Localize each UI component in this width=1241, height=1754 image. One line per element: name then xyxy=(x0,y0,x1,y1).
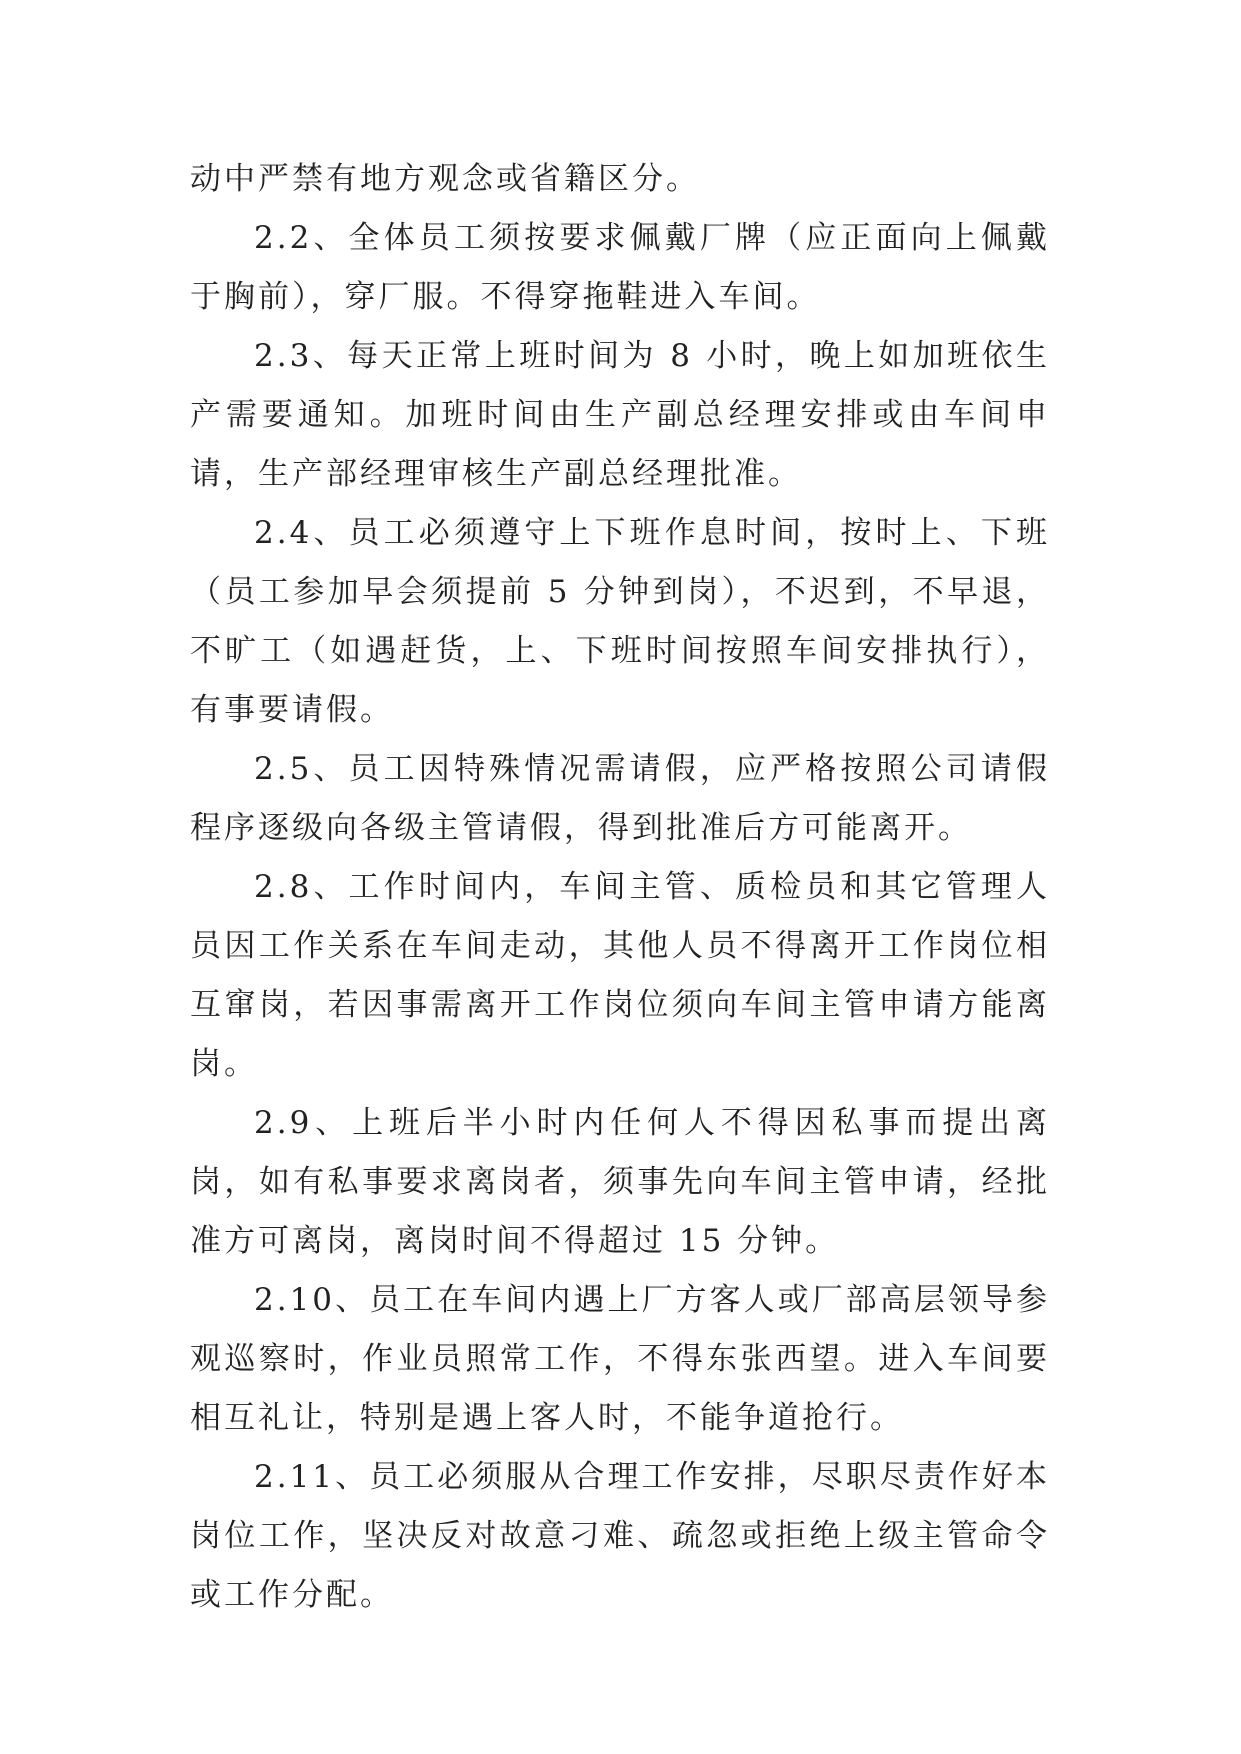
paragraph-2-5: 2.5、员工因特殊情况需请假，应严格按照公司请假程序逐级向各级主管请假，得到批准后方可能离开。 xyxy=(190,751,1050,846)
paragraph-continuation: 动中严禁有地方观念或省籍区分。 xyxy=(190,161,700,197)
paragraph-2-8: 2.8、工作时间内，车间主管、质检员和其它管理人员因工作关系在车间走动，其他人员不得离开工作岗位相互窜岗，若因事需离开工作岗位须向车间主管申请方能离岗。 xyxy=(190,869,1050,1082)
paragraph-2-2: 2.2、全体员工须按要求佩戴厂牌（应正面向上佩戴于胸前），穿厂服。不得穿拖鞋进入车间。 xyxy=(190,220,1050,315)
paragraph-2-11: 2.11、员工必须服从合理工作安排，尽职尽责作好本岗位工作，坚决反对故意刁难、疏忽或拒绝上级主管命令或工作分配。 xyxy=(190,1459,1050,1613)
paragraph-2-4: 2.4、员工必须遵守上下班作息时间，按时上、下班（员工参加早会须提前 5 分钟到岗），不迟到，不早退，不旷工（如遇赶货，上、下班时间按照车间安排执行），有事要请假。 xyxy=(190,515,1050,728)
document-body xyxy=(190,150,1050,1625)
paragraph-2-10: 2.10、员工在车间内遇上厂方客人或厂部高层领导参观巡察时，作业员照常工作，不得东张西望。进入车间要相互礼让，特别是遇上客人时，不能争道抢行。 xyxy=(190,1282,1050,1436)
paragraph-2-9: 2.9、上班后半小时内任何人不得因私事而提出离岗，如有私事要求离岗者，须事先向车间主管申请，经批准方可离岗，离岗时间不得超过 15 分钟。 xyxy=(190,1105,1050,1259)
paragraph-2-3: 2.3、每天正常上班时间为 8 小时，晚上如加班依生产需要通知。加班时间由生产副总经理安排或由车间申请，生产部经理审核生产副总经理批准。 xyxy=(190,338,1050,492)
